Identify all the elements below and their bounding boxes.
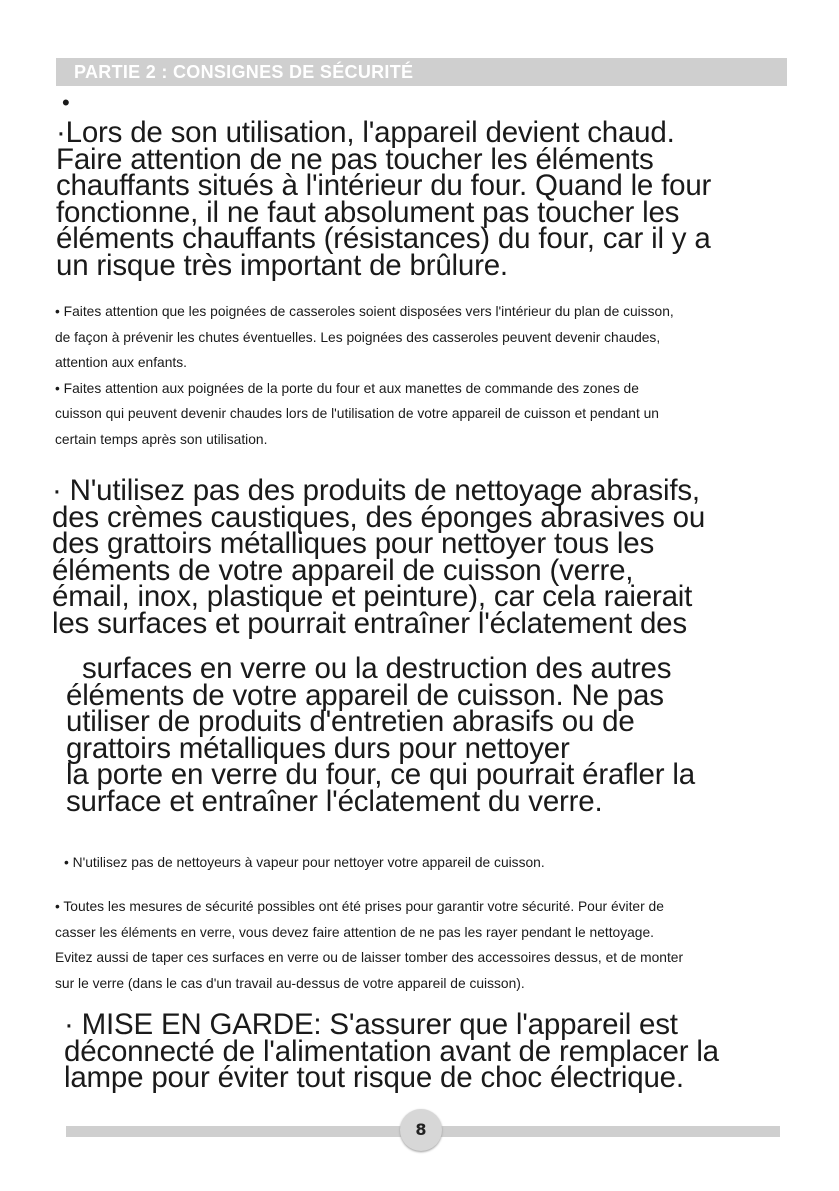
warning-paragraph-glass-surfaces	[66, 652, 695, 818]
text-line: fonctionne, il ne faut absolument pas toucher les	[56, 195, 680, 229]
text-line: éléments de votre appareil de cuisson (verre,	[52, 553, 634, 587]
paragraph-steam-cleaners	[64, 850, 545, 876]
text-line: lampe pour éviter tout risque de choc électrique.	[64, 1061, 684, 1095]
text-line: • N'utilisez pas de nettoyeurs à vapeur pour nettoyer votre appareil de cuisson.	[64, 855, 545, 870]
paragraph-safety-measures	[55, 894, 683, 996]
text-line: · MISE EN GARDE: S'assurer que l'appareil est	[64, 1008, 678, 1041]
text-line: des grattoirs métalliques pour nettoyer tous les	[52, 527, 655, 561]
text-line: attention aux enfants.	[55, 355, 187, 370]
text-line: certain temps après son utilisation.	[55, 431, 268, 447]
page-number: 8	[415, 1120, 427, 1139]
text-line: utiliser de produits d'entretien abrasifs ou de	[66, 705, 635, 739]
text-line: sur le verre (dans le cas d'un travail au-dessus de votre appareil de cuisson).	[55, 975, 525, 991]
text-line: les surfaces et pourrait entraîner l'éclatement des	[52, 606, 687, 640]
page-number-badge	[400, 1109, 442, 1151]
text-line: éléments chauffants (résistances) du four, car il y a	[56, 222, 711, 256]
text-line: casser les éléments en verre, vous devez faire attention de ne pas les rayer pendant le nettoyage.	[55, 924, 654, 940]
text-line: des crèmes caustiques, des éponges abrasives ou	[52, 500, 706, 534]
text-line: Faire attention de ne pas toucher les éléments	[56, 142, 654, 176]
text-line: éléments de votre appareil de cuisson. Ne pas	[66, 678, 664, 712]
text-line: • Faites attention aux poignées de la porte du four et aux manettes de commande des zones de	[55, 380, 639, 396]
text-line: cuisson qui peuvent devenir chaudes lors de l'utilisation de votre appareil de cuisson et pendant un	[55, 406, 659, 421]
section-header-bar	[56, 58, 787, 86]
text-line: • Toutes les mesures de sécurité possibles ont été prises pour garantir votre sécurité. Pour éviter de	[55, 899, 664, 914]
warning-paragraph-abrasives	[52, 474, 706, 640]
text-line: déconnecté de l'alimentation avant de remplacer la	[64, 1034, 719, 1068]
text-line: la porte en verre du four, ce qui pourrait érafler la	[66, 758, 695, 792]
text-line: surface et entraîner l'éclatement du verre.	[66, 784, 603, 818]
text-line: · N'utilisez pas des produits de nettoyage abrasifs,	[52, 474, 700, 507]
text-line: chauffants situés à l'intérieur du four. Quand le four	[56, 169, 712, 203]
text-line: un risque très important de brûlure.	[56, 248, 508, 282]
text-line: surfaces en verre ou la destruction des autres	[66, 652, 672, 685]
text-line: ·Lors de son utilisation, l'appareil devient chaud.	[56, 116, 675, 149]
text-line: émail, inox, plastique et peinture), car cela raierait	[52, 580, 693, 614]
text-line: Evitez aussi de taper ces surfaces en verre ou de laisser tomber des accessoires dessus, et de monter	[55, 950, 684, 965]
text-line: • Faites attention que les poignées de casseroles soient disposées vers l'intérieur du plan de cuisson,	[55, 304, 674, 319]
bullet-dot: •	[62, 90, 70, 115]
warning-paragraph-lamp-replacement	[64, 1008, 719, 1095]
text-line: grattoirs métalliques durs pour nettoyer	[66, 731, 570, 765]
paragraph-handles	[55, 299, 674, 452]
warning-paragraph-hot-appliance	[56, 116, 712, 282]
section-title: PARTIE 2 : CONSIGNES DE SÉCURITÉ	[74, 62, 414, 82]
text-line: de façon à prévenir les chutes éventuelles. Les poignées des casseroles peuvent devenir chaudes,	[55, 329, 661, 345]
